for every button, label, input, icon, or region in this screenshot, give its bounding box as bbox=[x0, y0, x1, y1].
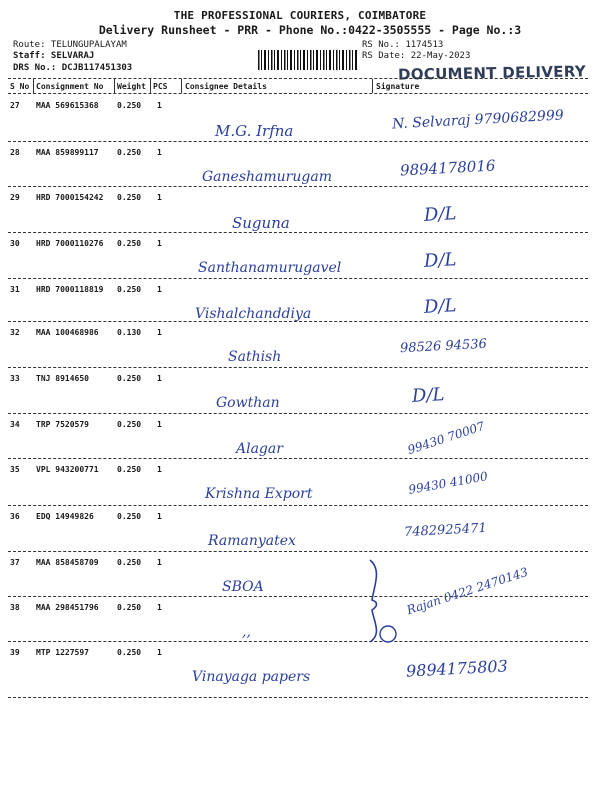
barcode-graphic bbox=[258, 50, 358, 70]
row-weight: 0.250 bbox=[117, 603, 142, 612]
brace-mark bbox=[360, 556, 410, 646]
row-consignment-no: MAA 100468986 bbox=[36, 328, 99, 337]
row-pcs: 1 bbox=[157, 603, 162, 612]
row-pcs: 1 bbox=[157, 148, 162, 157]
row-consignment-no: HRD 7000118819 bbox=[36, 285, 104, 294]
col-header-weight: Weight bbox=[117, 82, 146, 91]
row-consignee: Ramanyatex bbox=[208, 533, 296, 549]
row-consignee: SBOA bbox=[222, 579, 264, 595]
row-divider bbox=[8, 141, 588, 142]
row-signature: D/L bbox=[423, 295, 457, 318]
row-pcs: 1 bbox=[157, 420, 162, 429]
row-pcs: 1 bbox=[157, 465, 162, 474]
row-consignment-no: MAA 858458709 bbox=[36, 558, 99, 567]
row-consignment-no: MAA 569615368 bbox=[36, 101, 99, 110]
row-consignment-no: HRD 7000154242 bbox=[36, 193, 104, 202]
route-label: Route: TELUNGUPALAYAM bbox=[13, 40, 127, 50]
row-sno: 29 bbox=[10, 193, 20, 202]
header-bottom-rule bbox=[8, 93, 588, 94]
col-header-sno: S No bbox=[10, 82, 30, 91]
row-consignment-no: VPL 943200771 bbox=[36, 465, 99, 474]
row-pcs: 1 bbox=[157, 648, 162, 657]
row-sno: 35 bbox=[10, 465, 20, 474]
row-weight: 0.250 bbox=[117, 193, 142, 202]
row-weight: 0.250 bbox=[117, 239, 142, 248]
rs-date: RS Date: 22-May-2023 bbox=[362, 51, 471, 61]
row-sno: 30 bbox=[10, 239, 20, 248]
row-consignee: Santhanamurugavel bbox=[198, 260, 342, 276]
row-signature: 98526 94536 bbox=[399, 336, 488, 357]
col-header-signature: Signature bbox=[376, 82, 420, 91]
row-sno: 27 bbox=[10, 101, 20, 110]
col-divider bbox=[114, 79, 115, 93]
document-delivery-stamp: DOCUMENT DELIVERY bbox=[397, 62, 587, 84]
staff-label: Staff: SELVARAJ bbox=[13, 51, 95, 61]
runsheet-subtitle: Delivery Runsheet - PRR - Phone No.:0422-3505555 - Page No.:3 bbox=[98, 23, 522, 37]
row-consignee: Vinayaga papers bbox=[192, 669, 311, 685]
row-divider bbox=[8, 697, 588, 698]
row-pcs: 1 bbox=[157, 558, 162, 567]
row-divider bbox=[8, 232, 588, 233]
row-consignee: Alagar bbox=[236, 441, 283, 457]
row-signature: 7482925471 bbox=[403, 520, 488, 541]
row-sno: 32 bbox=[10, 328, 20, 337]
row-signature: D/L bbox=[423, 249, 457, 272]
row-signature: D/L bbox=[411, 384, 445, 407]
row-pcs: 1 bbox=[157, 328, 162, 337]
row-divider bbox=[8, 367, 588, 368]
col-divider bbox=[181, 79, 182, 93]
row-weight: 0.250 bbox=[117, 648, 142, 657]
row-sno: 34 bbox=[10, 420, 20, 429]
row-consignment-no: HRD 7000110276 bbox=[36, 239, 104, 248]
row-pcs: 1 bbox=[157, 239, 162, 248]
row-weight: 0.250 bbox=[117, 512, 142, 521]
row-pcs: 1 bbox=[157, 101, 162, 110]
col-divider bbox=[150, 79, 151, 93]
col-header-consignment: Consignment No bbox=[36, 82, 104, 91]
row-pcs: 1 bbox=[157, 374, 162, 383]
row-sno: 31 bbox=[10, 285, 20, 294]
drs-number: DRS No.: DCJB117451303 bbox=[13, 63, 133, 73]
row-divider bbox=[8, 458, 588, 459]
row-divider bbox=[8, 278, 588, 279]
row-signature: 99430 41000 bbox=[407, 469, 489, 497]
row-sno: 36 bbox=[10, 512, 20, 521]
row-consignee: Ganeshamurugam bbox=[202, 169, 332, 185]
header-top-rule bbox=[8, 78, 588, 79]
row-signature: 9894175803 bbox=[405, 656, 509, 681]
row-divider bbox=[8, 413, 588, 414]
row-sno: 37 bbox=[10, 558, 20, 567]
row-sno: 28 bbox=[10, 148, 20, 157]
row-consignee: Suguna bbox=[232, 214, 290, 232]
company-title: THE PROFESSIONAL COURIERS, COIMBATORE bbox=[173, 9, 427, 22]
row-weight: 0.250 bbox=[117, 148, 142, 157]
row-divider bbox=[8, 596, 588, 597]
row-weight: 0.250 bbox=[117, 420, 142, 429]
row-signature: Rajan 0422 2470143 bbox=[404, 564, 530, 618]
row-signature: N. Selvaraj 9790682999 bbox=[391, 107, 565, 133]
row-sno: 38 bbox=[10, 603, 20, 612]
col-divider bbox=[33, 79, 34, 93]
row-consignment-no: TRP 7520579 bbox=[36, 420, 89, 429]
row-divider bbox=[8, 321, 588, 322]
col-divider bbox=[372, 79, 373, 93]
row-pcs: 1 bbox=[157, 512, 162, 521]
row-signature: 99430 70007 bbox=[405, 418, 487, 458]
row-signature: 9894178016 bbox=[399, 156, 496, 180]
row-consignment-no: MTP 1227597 bbox=[36, 648, 89, 657]
row-consignee: ,, bbox=[242, 624, 251, 640]
row-signature: D/L bbox=[423, 203, 457, 226]
row-divider bbox=[8, 551, 588, 552]
row-consignment-no: MAA 298451796 bbox=[36, 603, 99, 612]
rs-number: RS No.: 1174513 bbox=[362, 40, 444, 50]
row-pcs: 1 bbox=[157, 193, 162, 202]
row-divider bbox=[8, 641, 588, 642]
row-weight: 0.250 bbox=[117, 101, 142, 110]
row-weight: 0.250 bbox=[117, 465, 142, 474]
row-weight: 0.130 bbox=[117, 328, 142, 337]
col-header-consignee: Consignee Details bbox=[185, 82, 267, 91]
row-weight: 0.250 bbox=[117, 285, 142, 294]
row-pcs: 1 bbox=[157, 285, 162, 294]
row-consignment-no: MAA 859899117 bbox=[36, 148, 99, 157]
row-divider bbox=[8, 505, 588, 506]
row-weight: 0.250 bbox=[117, 558, 142, 567]
row-divider bbox=[8, 186, 588, 187]
row-consignee: Gowthan bbox=[216, 395, 280, 411]
row-consignee: Krishna Export bbox=[205, 486, 313, 502]
row-weight: 0.250 bbox=[117, 374, 142, 383]
row-consignment-no: TNJ 8914650 bbox=[36, 374, 89, 383]
row-consignment-no: EDQ 14949826 bbox=[36, 512, 94, 521]
row-consignee: Vishalchanddiya bbox=[195, 306, 312, 322]
col-header-pcs: PCS bbox=[153, 82, 168, 91]
row-consignee: M.G. Irfna bbox=[215, 122, 294, 140]
row-sno: 33 bbox=[10, 374, 20, 383]
row-sno: 39 bbox=[10, 648, 20, 657]
row-consignee: Sathish bbox=[228, 349, 282, 365]
